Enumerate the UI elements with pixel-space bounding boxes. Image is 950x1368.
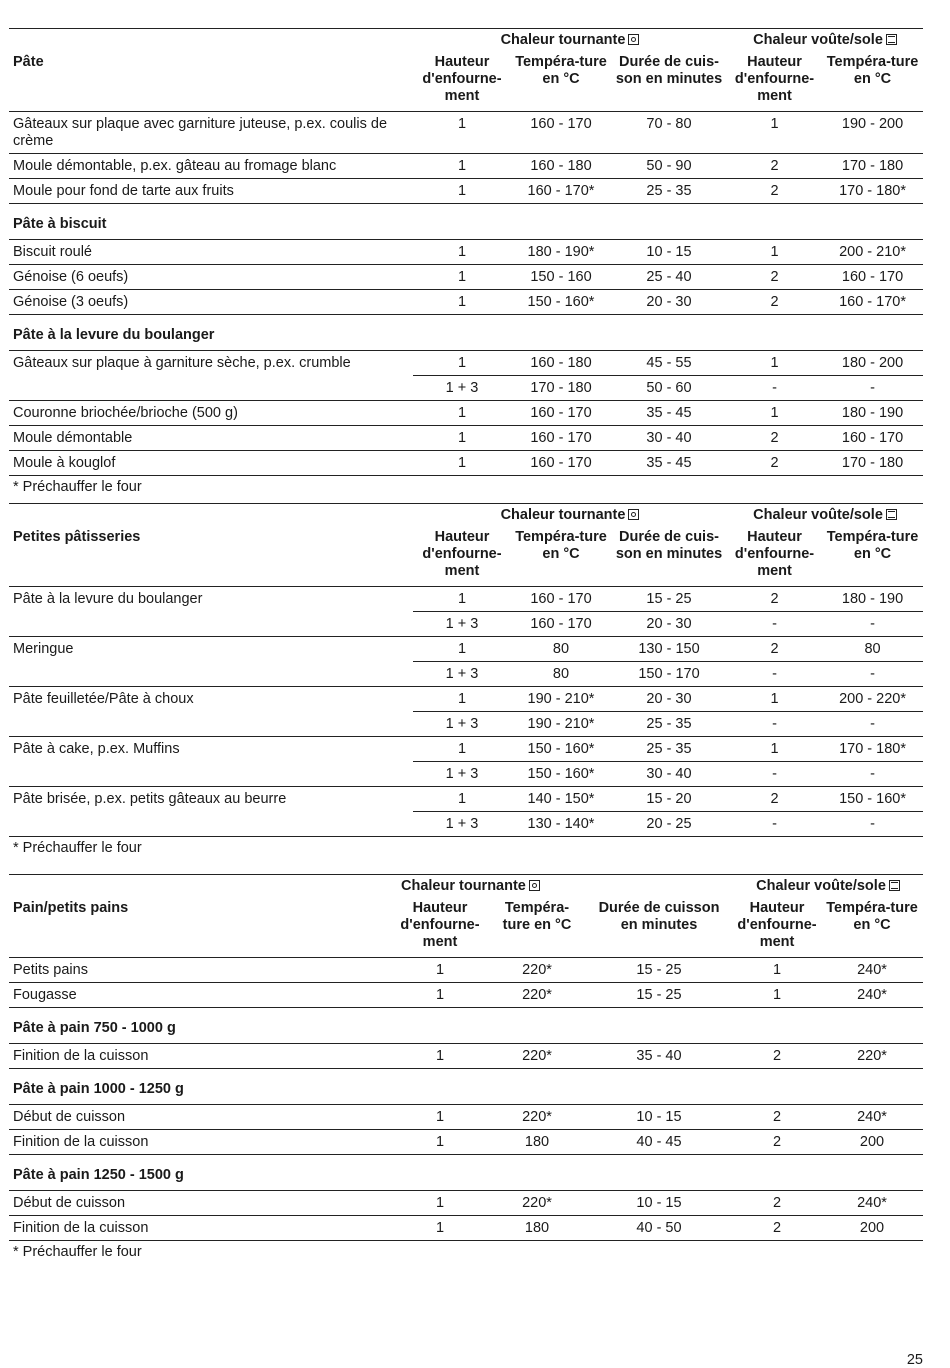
table-cell: 25 - 35 bbox=[646, 183, 692, 199]
table-row bbox=[9, 1105, 923, 1130]
col-temp: Tempéra-ture en °C bbox=[826, 900, 918, 933]
table-row bbox=[9, 179, 923, 204]
table-row bbox=[9, 451, 923, 476]
table-cell: 180 - 190 bbox=[841, 591, 904, 607]
table-cell: 2 bbox=[772, 1195, 782, 1211]
section-heading: Pâte à pain 1000 - 1250 g bbox=[13, 1081, 184, 1097]
top-bottom-heat-icon bbox=[886, 34, 897, 45]
table-row bbox=[9, 112, 923, 154]
table-cell: 1 bbox=[435, 1048, 445, 1064]
row-label: Pâte à cake, p.ex. Muffins bbox=[9, 737, 413, 787]
table-cell: 2 bbox=[770, 269, 779, 285]
col-temp: Tempéra-ture en °C bbox=[826, 529, 919, 562]
table-title: Pain/petits pains bbox=[13, 900, 129, 916]
row-label: Génoise (6 oeufs) bbox=[13, 269, 129, 285]
page-number: 25 bbox=[906, 1352, 923, 1368]
table-cell: - bbox=[772, 616, 777, 632]
table-cell: 150 - 160* bbox=[527, 741, 595, 757]
table-row bbox=[9, 983, 923, 1008]
table-cell: 170 - 180 bbox=[530, 380, 592, 396]
table-row bbox=[9, 958, 923, 983]
table-cell: 25 - 35 bbox=[646, 741, 692, 757]
table-cell: 180 bbox=[524, 1220, 550, 1236]
table-cell: 1 bbox=[435, 1220, 445, 1236]
convection-fan-icon bbox=[628, 509, 639, 520]
table-cell: 170 - 180* bbox=[839, 741, 906, 757]
table-cell: 240* bbox=[857, 987, 887, 1003]
table-cell: 1 bbox=[770, 691, 779, 707]
table-cell: 1 bbox=[457, 430, 467, 446]
table-cell: 140 - 150* bbox=[527, 791, 595, 807]
row-label: Moule pour fond de tarte aux fruits bbox=[13, 183, 234, 199]
row-label: Finition de la cuisson bbox=[13, 1220, 149, 1236]
section-heading: Pâte à biscuit bbox=[13, 216, 107, 232]
table-cell: 130 - 150 bbox=[638, 641, 700, 657]
col-time: Durée de cuisson en minutes bbox=[598, 900, 720, 933]
table-cell: 160 - 180 bbox=[530, 158, 592, 174]
table-cell: 2 bbox=[770, 591, 779, 607]
table-cell: 2 bbox=[770, 158, 779, 174]
col-level: Hauteur d'enfourne-ment bbox=[422, 529, 502, 579]
col-temp: Tempéra-ture en °C bbox=[515, 54, 607, 87]
table-cell: 2 bbox=[772, 1109, 782, 1125]
footnote: * Préchauffer le four bbox=[13, 479, 142, 495]
table-cell: 2 bbox=[770, 294, 779, 310]
table-cell: 2 bbox=[770, 791, 779, 807]
table-cell: 15 - 25 bbox=[636, 987, 682, 1003]
table-cell: 40 - 45 bbox=[636, 1134, 682, 1150]
table-cell: 1 bbox=[770, 405, 779, 421]
table-cell: 2 bbox=[772, 1048, 782, 1064]
table-cell: 70 - 80 bbox=[646, 116, 692, 132]
table-cell: 1 bbox=[457, 455, 467, 471]
table-cell: 1 bbox=[457, 405, 467, 421]
table-cell: 1 + 3 bbox=[445, 716, 479, 732]
table-cell: - bbox=[772, 380, 777, 396]
table-cell: 160 - 170* bbox=[839, 294, 906, 310]
table-cell: 20 - 30 bbox=[646, 691, 692, 707]
table-cell: 220* bbox=[857, 1048, 887, 1064]
table-cell: 1 bbox=[435, 1195, 445, 1211]
table-cell: 2 bbox=[770, 430, 779, 446]
table-cell: 1 bbox=[770, 741, 779, 757]
table-cell: 10 - 15 bbox=[636, 1109, 682, 1125]
table-cell: 130 - 140* bbox=[527, 816, 595, 832]
footnote: * Préchauffer le four bbox=[13, 1244, 142, 1260]
table-cell: 1 bbox=[772, 962, 782, 978]
table-cell: 15 - 20 bbox=[646, 791, 692, 807]
col-temp: Tempéra-ture en °C bbox=[502, 900, 572, 933]
table-cell: 160 - 170 bbox=[530, 616, 592, 632]
table-cell: - bbox=[772, 816, 777, 832]
table-row bbox=[9, 265, 923, 290]
table-cell: 200 bbox=[859, 1220, 885, 1236]
table-cell: 220* bbox=[522, 1109, 552, 1125]
table-row bbox=[9, 787, 923, 812]
row-label: Pâte feuilletée/Pâte à choux bbox=[9, 687, 413, 737]
topbottom-header: Chaleur voûte/sole bbox=[727, 504, 923, 530]
table-cell: 220* bbox=[522, 1048, 552, 1064]
table-cell: 10 - 15 bbox=[636, 1195, 682, 1211]
table-title: Pâte bbox=[13, 54, 44, 70]
table-cell: 1 bbox=[457, 355, 467, 371]
table-cell: - bbox=[772, 716, 777, 732]
table-cell: 190 - 210* bbox=[527, 691, 595, 707]
table-cell: 150 - 160* bbox=[527, 294, 595, 310]
table-cell: 1 bbox=[457, 116, 467, 132]
table-cell: 1 bbox=[457, 641, 467, 657]
table-row bbox=[9, 587, 923, 612]
table-cell: 160 - 170 bbox=[530, 405, 592, 421]
table-cell: 160 - 170 bbox=[530, 591, 592, 607]
col-time: Durée de cuis-son en minutes bbox=[615, 529, 723, 562]
table-cell: 1 bbox=[435, 962, 445, 978]
table-cell: 240* bbox=[857, 1109, 887, 1125]
table-cell: 15 - 25 bbox=[646, 591, 692, 607]
table-cell: - bbox=[870, 816, 875, 832]
row-label: Finition de la cuisson bbox=[13, 1134, 149, 1150]
table-cell: 2 bbox=[770, 455, 779, 471]
table-cell: 240* bbox=[857, 962, 887, 978]
col-level: Hauteur d'enfourne-ment bbox=[734, 529, 815, 579]
table-cell: 220* bbox=[522, 962, 552, 978]
table-cell: 220* bbox=[522, 987, 552, 1003]
table-cell: 2 bbox=[770, 641, 779, 657]
row-label: Moule à kouglof bbox=[13, 455, 116, 471]
table-cell: 160 - 170 bbox=[530, 455, 592, 471]
table-cell: 180 - 190* bbox=[527, 244, 595, 260]
table-cell: 240* bbox=[857, 1195, 887, 1211]
table-row bbox=[9, 154, 923, 179]
table-cell: 1 + 3 bbox=[445, 816, 479, 832]
table-cell: 150 - 170 bbox=[638, 666, 700, 682]
table-cell: - bbox=[870, 380, 875, 396]
col-level: Hauteur d'enfourne-ment bbox=[737, 900, 817, 950]
row-label: Biscuit roulé bbox=[13, 244, 92, 260]
row-label: Finition de la cuisson bbox=[13, 1048, 149, 1064]
row-label: Meringue bbox=[9, 637, 413, 687]
table-cell: 160 - 170 bbox=[841, 269, 904, 285]
row-label: Début de cuisson bbox=[13, 1195, 126, 1211]
table-cell: 2 bbox=[770, 183, 779, 199]
section-heading: Pâte à pain 750 - 1000 g bbox=[13, 1020, 176, 1036]
convection-fan-icon bbox=[628, 34, 639, 45]
table-cell: 160 - 180 bbox=[530, 355, 592, 371]
table-cell: 10 - 15 bbox=[646, 244, 692, 260]
table-cell: 2 bbox=[772, 1134, 782, 1150]
table-row bbox=[9, 737, 923, 762]
table-cell: 180 bbox=[524, 1134, 550, 1150]
table-cell: 160 - 170 bbox=[530, 430, 592, 446]
table-cell: 20 - 30 bbox=[646, 616, 692, 632]
col-level: Hauteur d'enfourne-ment bbox=[400, 900, 480, 950]
table-cell: 200 bbox=[859, 1134, 885, 1150]
table-row bbox=[9, 687, 923, 712]
col-level: Hauteur d'enfourne-ment bbox=[422, 54, 502, 104]
row-label: Couronne briochée/brioche (500 g) bbox=[13, 405, 238, 421]
table-row bbox=[9, 351, 923, 376]
table-cell: 170 - 180 bbox=[841, 455, 904, 471]
table-cell: 20 - 25 bbox=[646, 816, 692, 832]
footnote: * Préchauffer le four bbox=[13, 840, 142, 856]
table-cell: 1 bbox=[435, 1109, 445, 1125]
col-level: Hauteur d'enfourne-ment bbox=[734, 54, 815, 104]
table-cell: 1 bbox=[457, 741, 467, 757]
table-cell: 1 bbox=[770, 116, 779, 132]
table-cell: 35 - 45 bbox=[646, 455, 692, 471]
topbottom-header: Chaleur voûte/sole bbox=[727, 29, 923, 55]
table-cell: 200 - 210* bbox=[839, 244, 906, 260]
table-cell: 190 - 200 bbox=[841, 116, 904, 132]
convection-header: Chaleur tournante bbox=[413, 504, 727, 530]
table-cell: 1 bbox=[457, 244, 467, 260]
col-temp: Tempéra-ture en °C bbox=[826, 54, 919, 87]
col-time: Durée de cuis-son en minutes bbox=[615, 54, 723, 87]
table-cell: 150 - 160* bbox=[527, 766, 595, 782]
table-cell: 1 bbox=[770, 355, 779, 371]
table-cell: 1 bbox=[457, 791, 467, 807]
table-cell: 1 bbox=[435, 1134, 445, 1150]
table-cell: - bbox=[772, 766, 777, 782]
convection-header: Chaleur tournante bbox=[413, 29, 727, 55]
table-cell: 1 + 3 bbox=[445, 616, 479, 632]
table-cell: - bbox=[772, 666, 777, 682]
table-row bbox=[9, 1216, 923, 1241]
table-cell: 1 bbox=[457, 183, 467, 199]
col-temp: Tempéra-ture en °C bbox=[515, 529, 607, 562]
table-cell: 25 - 35 bbox=[646, 716, 692, 732]
table-cell: 190 - 210* bbox=[527, 716, 595, 732]
table-cell: - bbox=[870, 716, 875, 732]
table-cell: - bbox=[870, 766, 875, 782]
table-row bbox=[9, 637, 923, 662]
top-bottom-heat-icon bbox=[889, 880, 900, 891]
row-label: Fougasse bbox=[13, 987, 77, 1003]
top-bottom-heat-icon bbox=[886, 509, 897, 520]
table-cell: 200 - 220* bbox=[839, 691, 906, 707]
row-label: Gâteaux sur plaque avec garniture juteuse, p.ex. coulis de crème bbox=[13, 116, 388, 149]
table-cell: 30 - 40 bbox=[646, 766, 692, 782]
table-cell: 170 - 180* bbox=[839, 183, 906, 199]
table-cell: 1 bbox=[457, 158, 467, 174]
convection-header: Chaleur tournante bbox=[391, 875, 733, 901]
table-cell: 1 bbox=[457, 591, 467, 607]
table-cell: 20 - 30 bbox=[646, 294, 692, 310]
row-label: Gâteaux sur plaque à garniture sèche, p.ex. crumble bbox=[9, 351, 413, 401]
table-cell: 150 - 160* bbox=[839, 791, 906, 807]
row-label: Petits pains bbox=[13, 962, 88, 978]
baking-table-pain bbox=[9, 874, 923, 1261]
table-cell: 30 - 40 bbox=[646, 430, 692, 446]
table-row bbox=[9, 1130, 923, 1155]
baking-table-pate bbox=[9, 28, 923, 496]
row-label: Génoise (3 oeufs) bbox=[13, 294, 129, 310]
table-cell: 180 - 200 bbox=[841, 355, 904, 371]
table-cell: 50 - 60 bbox=[646, 380, 692, 396]
table-cell: 35 - 40 bbox=[636, 1048, 682, 1064]
table-cell: 1 bbox=[772, 987, 782, 1003]
table-cell: 160 - 170 bbox=[841, 430, 904, 446]
row-label: Pâte à la levure du boulanger bbox=[9, 587, 413, 637]
table-cell: 1 bbox=[435, 987, 445, 1003]
table-cell: 1 bbox=[457, 269, 467, 285]
table-row bbox=[9, 1191, 923, 1216]
row-label: Moule démontable, p.ex. gâteau au fromage blanc bbox=[13, 158, 337, 174]
table-cell: 35 - 45 bbox=[646, 405, 692, 421]
convection-fan-icon bbox=[529, 880, 540, 891]
table-cell: 1 + 3 bbox=[445, 766, 479, 782]
table-cell: 25 - 40 bbox=[646, 269, 692, 285]
table-cell: 220* bbox=[522, 1195, 552, 1211]
row-label: Moule démontable bbox=[13, 430, 133, 446]
table-cell: 50 - 90 bbox=[646, 158, 692, 174]
table-row bbox=[9, 1044, 923, 1069]
table-cell: 180 - 190 bbox=[841, 405, 904, 421]
topbottom-header: Chaleur voûte/sole bbox=[733, 875, 923, 901]
table-cell: 1 + 3 bbox=[445, 666, 479, 682]
table-cell: - bbox=[870, 616, 875, 632]
table-cell: 80 bbox=[864, 641, 881, 657]
table-cell: 150 - 160 bbox=[530, 269, 592, 285]
table-cell: 160 - 170* bbox=[527, 183, 595, 199]
table-row bbox=[9, 401, 923, 426]
table-cell: 170 - 180 bbox=[841, 158, 904, 174]
table-cell: 1 bbox=[770, 244, 779, 260]
table-cell: 40 - 50 bbox=[636, 1220, 682, 1236]
table-row bbox=[9, 426, 923, 451]
section-heading: Pâte à pain 1250 - 1500 g bbox=[13, 1167, 184, 1183]
row-label: Début de cuisson bbox=[13, 1109, 126, 1125]
table-title: Petites pâtisseries bbox=[13, 529, 141, 545]
row-label: Pâte brisée, p.ex. petits gâteaux au beurre bbox=[9, 787, 413, 837]
table-row bbox=[9, 290, 923, 315]
table-cell: 2 bbox=[772, 1220, 782, 1236]
table-row bbox=[9, 240, 923, 265]
table-cell: 1 bbox=[457, 294, 467, 310]
table-cell: 80 bbox=[552, 666, 570, 682]
table-cell: 45 - 55 bbox=[646, 355, 692, 371]
baking-table-petites-patisseries bbox=[9, 503, 923, 857]
table-cell: 1 + 3 bbox=[445, 380, 479, 396]
table-cell: 160 - 170 bbox=[530, 116, 592, 132]
table-cell: - bbox=[870, 666, 875, 682]
table-cell: 80 bbox=[552, 641, 570, 657]
table-cell: 15 - 25 bbox=[636, 962, 682, 978]
table-cell: 1 bbox=[457, 691, 467, 707]
section-heading: Pâte à la levure du boulanger bbox=[13, 327, 215, 343]
